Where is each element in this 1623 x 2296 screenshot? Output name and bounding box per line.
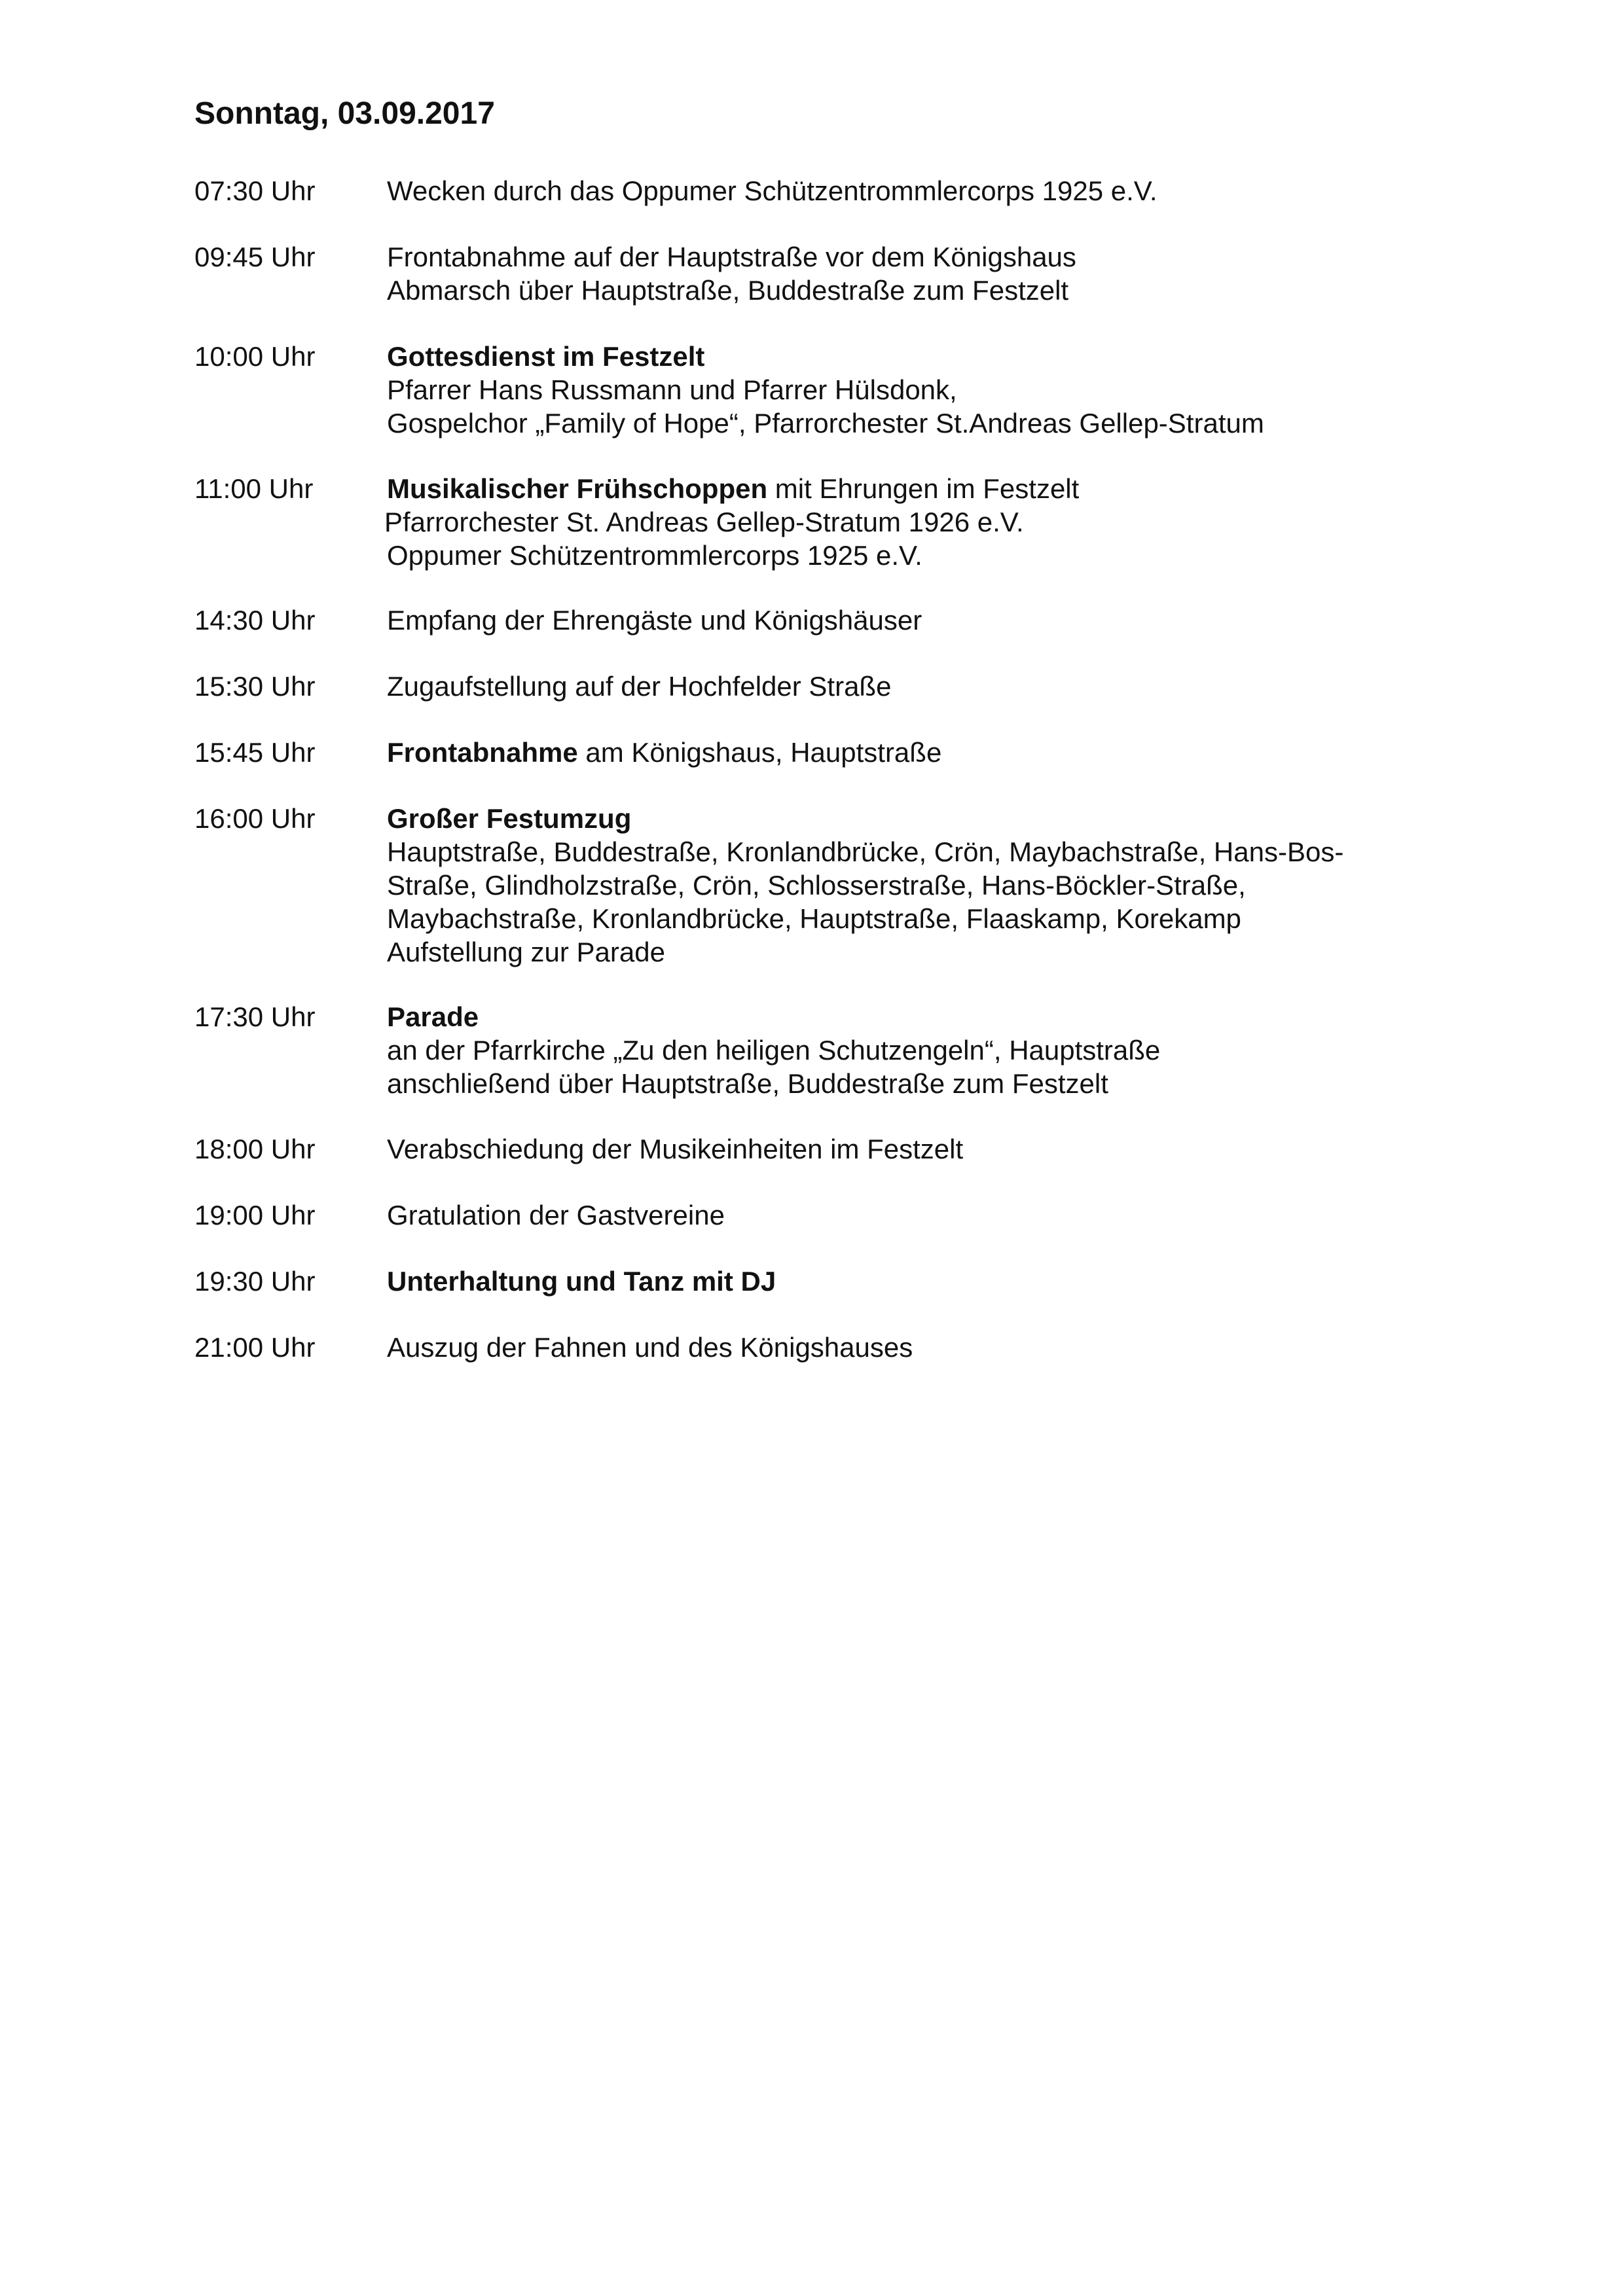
- entry-time: 19:00 Uhr: [194, 1200, 316, 1230]
- entry-text: Wecken durch das Oppumer Schützentrommlercorps 1925 e.V.: [387, 175, 1158, 206]
- entry-heading: Gottesdienst im Festzelt: [387, 341, 705, 372]
- entry-description: [384, 472, 1080, 572]
- entry-heading-line: [387, 736, 941, 769]
- entry-text: Pfarrer Hans Russmann und Pfarrer Hülsdonk,: [387, 374, 957, 405]
- entry-text: an der Pfarrkirche „Zu den heiligen Schutzengeln“, Hauptstraße: [387, 1035, 1161, 1066]
- entry-description: [387, 802, 1343, 969]
- entry-text: Hauptstraße, Buddestraße, Kronlandbrücke, Crön, Maybachstraße, Hans-Bos-: [387, 836, 1344, 867]
- entry-text: Gratulation der Gastvereine: [387, 1200, 725, 1230]
- entry-description: [387, 174, 1158, 207]
- entry-text: Straße, Glindholzstraße, Crön, Schlosserstraße, Hans-Böckler-Straße,: [387, 870, 1246, 901]
- entry-text: Zugaufstellung auf der Hochfelder Straße: [387, 671, 892, 702]
- entry-description: [387, 1331, 913, 1364]
- entry-time: 19:30 Uhr: [194, 1266, 316, 1297]
- entry-text: Gospelchor „Family of Hope“, Pfarrorchester St.Andreas Gellep-Stratum: [387, 408, 1264, 439]
- entry-text: Auszug der Fahnen und des Königshauses: [387, 1332, 913, 1363]
- entry-time: 07:30 Uhr: [194, 175, 316, 206]
- entry-heading-rest: am Königshaus, Hauptstraße: [577, 737, 942, 768]
- entry-heading: Unterhaltung und Tanz mit DJ: [387, 1266, 776, 1297]
- entry-text: Aufstellung zur Parade: [387, 937, 665, 967]
- entry-time: 09:45 Uhr: [194, 242, 316, 272]
- entry-description: [387, 1265, 776, 1298]
- entry-text: Oppumer Schützentrommlercorps 1925 e.V.: [387, 540, 922, 571]
- entry-time: 10:00 Uhr: [194, 341, 316, 372]
- entry-heading: Musikalischer Frühschoppen: [387, 473, 768, 504]
- entry-heading: Großer Festumzug: [387, 803, 632, 834]
- entry-text: Empfang der Ehrengäste und Königshäuser: [387, 605, 922, 636]
- entry-time: 21:00 Uhr: [194, 1332, 316, 1363]
- entry-time: 16:00 Uhr: [194, 803, 316, 834]
- entry-description: [387, 340, 1264, 440]
- entry-time: 18:00 Uhr: [194, 1134, 316, 1164]
- page-title: Sonntag, 03.09.2017: [194, 96, 495, 131]
- entry-time: 14:30 Uhr: [194, 605, 316, 636]
- entry-time: 11:00 Uhr: [194, 473, 314, 504]
- entry-heading: Parade: [387, 1001, 479, 1032]
- entry-heading-line: [387, 472, 1079, 505]
- entry-time: 15:45 Uhr: [194, 737, 316, 768]
- entry-text: Abmarsch über Hauptstraße, Buddestraße zum Festzelt: [387, 275, 1069, 306]
- entry-text: Pfarrorchester St. Andreas Gellep-Stratum 1926 e.V.: [384, 507, 1024, 537]
- entry-heading-rest: mit Ehrungen im Festzelt: [767, 473, 1080, 504]
- entry-description: [387, 1000, 1160, 1100]
- entry-description: [387, 736, 941, 769]
- entry-time: 17:30 Uhr: [194, 1001, 316, 1032]
- entry-description: [387, 240, 1076, 307]
- entry-description: [387, 670, 891, 703]
- entry-description: [387, 1198, 725, 1232]
- entry-text: Frontabnahme auf der Hauptstraße vor dem Königshaus: [387, 242, 1076, 272]
- entry-text: Maybachstraße, Kronlandbrücke, Hauptstraße, Flaaskamp, Korekamp: [387, 903, 1241, 934]
- entry-text: anschließend über Hauptstraße, Buddestraße zum Festzelt: [387, 1068, 1108, 1099]
- entry-description: [387, 603, 922, 637]
- entry-text: Verabschiedung der Musikeinheiten im Festzelt: [387, 1134, 964, 1164]
- entry-heading: Frontabnahme: [387, 737, 578, 768]
- entry-description: [387, 1132, 963, 1166]
- entry-time: 15:30 Uhr: [194, 671, 316, 702]
